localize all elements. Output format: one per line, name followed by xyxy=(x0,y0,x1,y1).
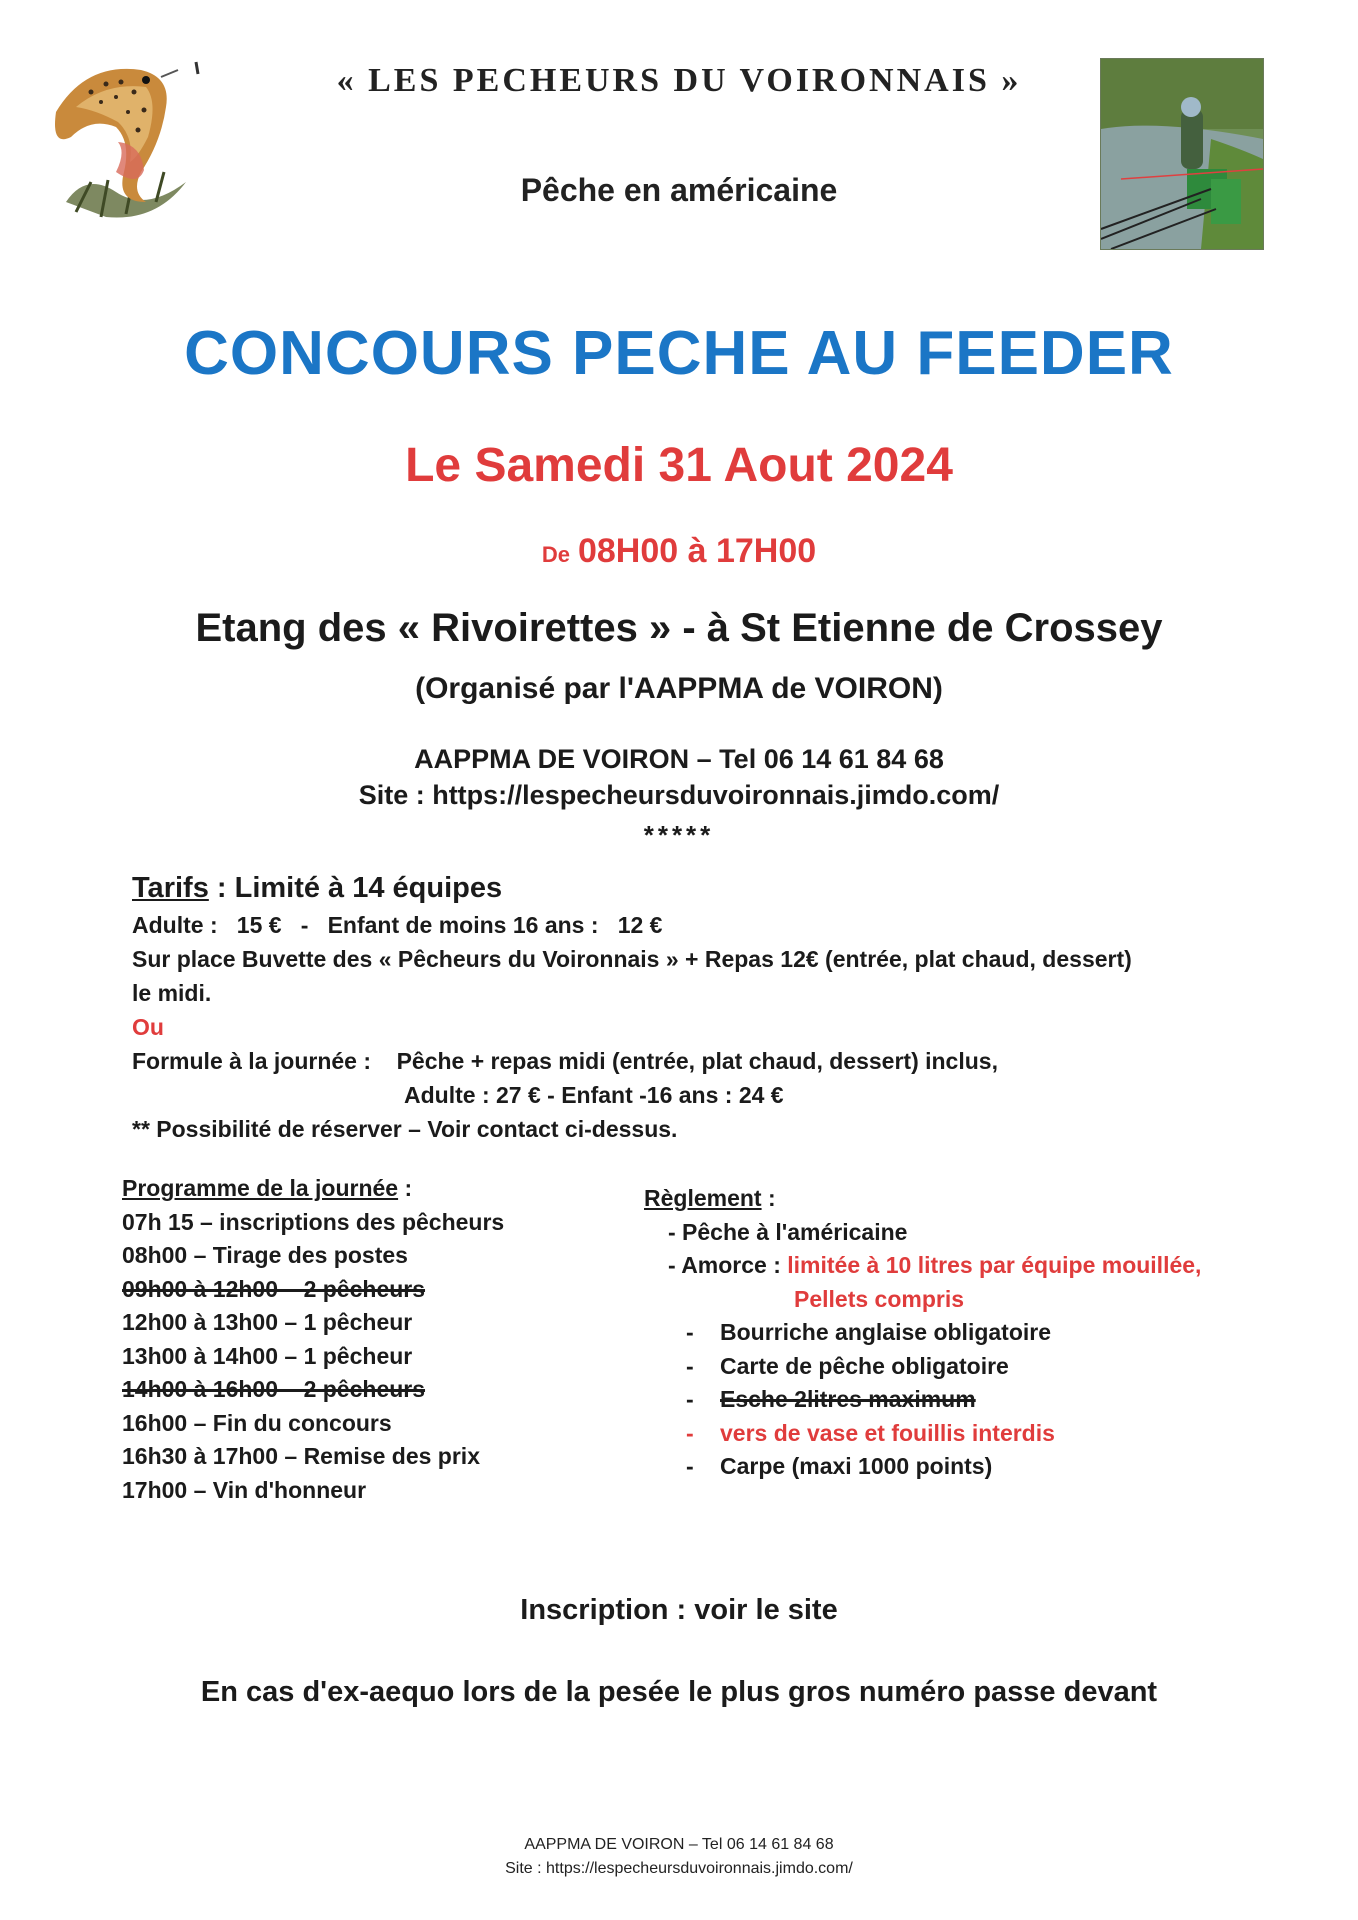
programme-title: Programme de la journée xyxy=(122,1175,399,1201)
footer-site[interactable]: Site : https://lespecheursduvoironnais.jimdo.com/ xyxy=(505,1860,853,1877)
bullet-text: Carpe (maxi 1000 points) xyxy=(720,1453,993,1479)
bullet-text: Bourriche anglaise obligatoire xyxy=(720,1319,1052,1345)
exaequo-rule: En cas d'ex-aequo lors de la pesée le plus gros numéro passe devant xyxy=(200,1676,1158,1708)
programme-item: 07h 15 – inscriptions des pêcheurs xyxy=(122,1208,505,1235)
hours-range: 08H00 à 17H00 xyxy=(577,532,817,570)
tarifs-label: Tarifs xyxy=(132,872,209,904)
reglement-colon: : xyxy=(761,1185,776,1211)
organization-subtitle: Pêche en américaine xyxy=(520,172,838,208)
tarifs-prices xyxy=(132,908,1252,942)
event-title: CONCOURS PECHE AU FEEDER xyxy=(184,319,1174,388)
inscription-note: Inscription : voir le site xyxy=(520,1594,838,1626)
reglement-item: - Pêche à l'américaine xyxy=(668,1218,908,1245)
programme-item: 08h00 – Tirage des postes xyxy=(122,1242,408,1268)
bullet-text: vers de vase et fouillis interdis xyxy=(720,1419,1055,1446)
tarifs-limit: : Limité à 14 équipes xyxy=(208,872,503,904)
reglement-section xyxy=(644,1182,1264,1484)
event-date: Le Samedi 31 Aout 2024 xyxy=(405,439,953,492)
buvette-line: Sur place Buvette des « Pêcheurs du Voironnais » + Repas 12€ (entrée, plat chaud, dessert) xyxy=(132,946,1132,972)
buvette-line-cont: le midi. xyxy=(132,980,212,1006)
formule-prices: Adulte : 27 € - Enfant -16 ans : 24 € xyxy=(404,1082,784,1108)
event-organizer: (Organisé par l'AAPPMA de VOIRON) xyxy=(415,672,943,705)
contact-phone: AAPPMA DE VOIRON – Tel 06 14 61 84 68 xyxy=(414,744,944,774)
programme-section xyxy=(122,1172,642,1507)
programme-item: 14h00 à 16h00 – 2 pêcheurs xyxy=(122,1376,426,1402)
reserve-note: ** Possibilité de réserver – Voir contact ci-dessus. xyxy=(132,1116,678,1142)
amorce-label: - Amorce : xyxy=(668,1252,788,1278)
reglement-bullet xyxy=(644,1316,1264,1350)
price-dash: - xyxy=(300,912,309,938)
tarifs-section xyxy=(132,868,1252,1146)
bullet-dash: - xyxy=(686,1352,694,1379)
bullet-dash: - xyxy=(686,1386,694,1412)
reglement-bullet xyxy=(644,1383,1264,1417)
website-link[interactable]: Site : https://lespecheursduvoironnais.jimdo.com/ xyxy=(358,780,1000,810)
programme-item: 09h00 à 12h00 – 2 pêcheurs xyxy=(122,1275,426,1302)
tarifs-heading xyxy=(132,868,1252,908)
reglement-title: Règlement xyxy=(644,1185,762,1211)
bullet-text: Esche 2litres maximum xyxy=(720,1386,976,1412)
reglement-amorce xyxy=(644,1249,1264,1283)
formule-label: Formule à la journée : xyxy=(132,1048,371,1074)
programme-item: 17h00 – Vin d'honneur xyxy=(122,1476,367,1503)
programme-item: 13h00 à 14h00 – 1 pêcheur xyxy=(122,1342,413,1369)
reglement-bullet xyxy=(644,1350,1264,1384)
programme-item: 12h00 à 13h00 – 1 pêcheur xyxy=(122,1309,413,1335)
bullet-dash: - xyxy=(686,1319,694,1345)
programme-item: 16h00 – Fin du concours xyxy=(122,1409,392,1436)
formule-text: Pêche + repas midi (entrée, plat chaud, dessert) inclus, xyxy=(396,1048,998,1074)
ou-label: Ou xyxy=(132,1014,164,1040)
bullet-dash: - xyxy=(686,1419,694,1446)
programme-colon: : xyxy=(398,1175,413,1201)
reglement-bullet xyxy=(644,1417,1264,1451)
amorce-limit: limitée à 10 litres par équipe mouillée, xyxy=(787,1252,1202,1278)
programme-item: 16h30 à 17h00 – Remise des prix xyxy=(122,1443,480,1469)
amorce-cont: Pellets compris xyxy=(794,1285,965,1312)
adult-label: Adulte : xyxy=(132,912,218,938)
reglement-heading xyxy=(644,1182,1264,1216)
bullet-dash: - xyxy=(686,1453,694,1479)
footer-contact: AAPPMA DE VOIRON – Tel 06 14 61 84 68 xyxy=(524,1836,834,1853)
organization-title: « LES PECHEURS DU VOIRONNAIS » xyxy=(336,62,1022,99)
separator: ***** xyxy=(643,820,715,850)
event-hours xyxy=(0,532,1358,571)
reglement-bullet xyxy=(644,1450,1264,1484)
bullet-text: Carte de pêche obligatoire xyxy=(720,1352,1009,1379)
hours-prefix: De xyxy=(541,542,570,567)
programme-heading xyxy=(122,1172,642,1206)
child-price: 12 € xyxy=(617,912,663,938)
adult-price: 15 € xyxy=(236,912,282,938)
event-venue: Etang des « Rivoirettes » - à St Etienne de Crossey xyxy=(195,606,1163,650)
formule-line xyxy=(132,1044,1252,1078)
child-label: Enfant de moins 16 ans : xyxy=(327,912,599,938)
